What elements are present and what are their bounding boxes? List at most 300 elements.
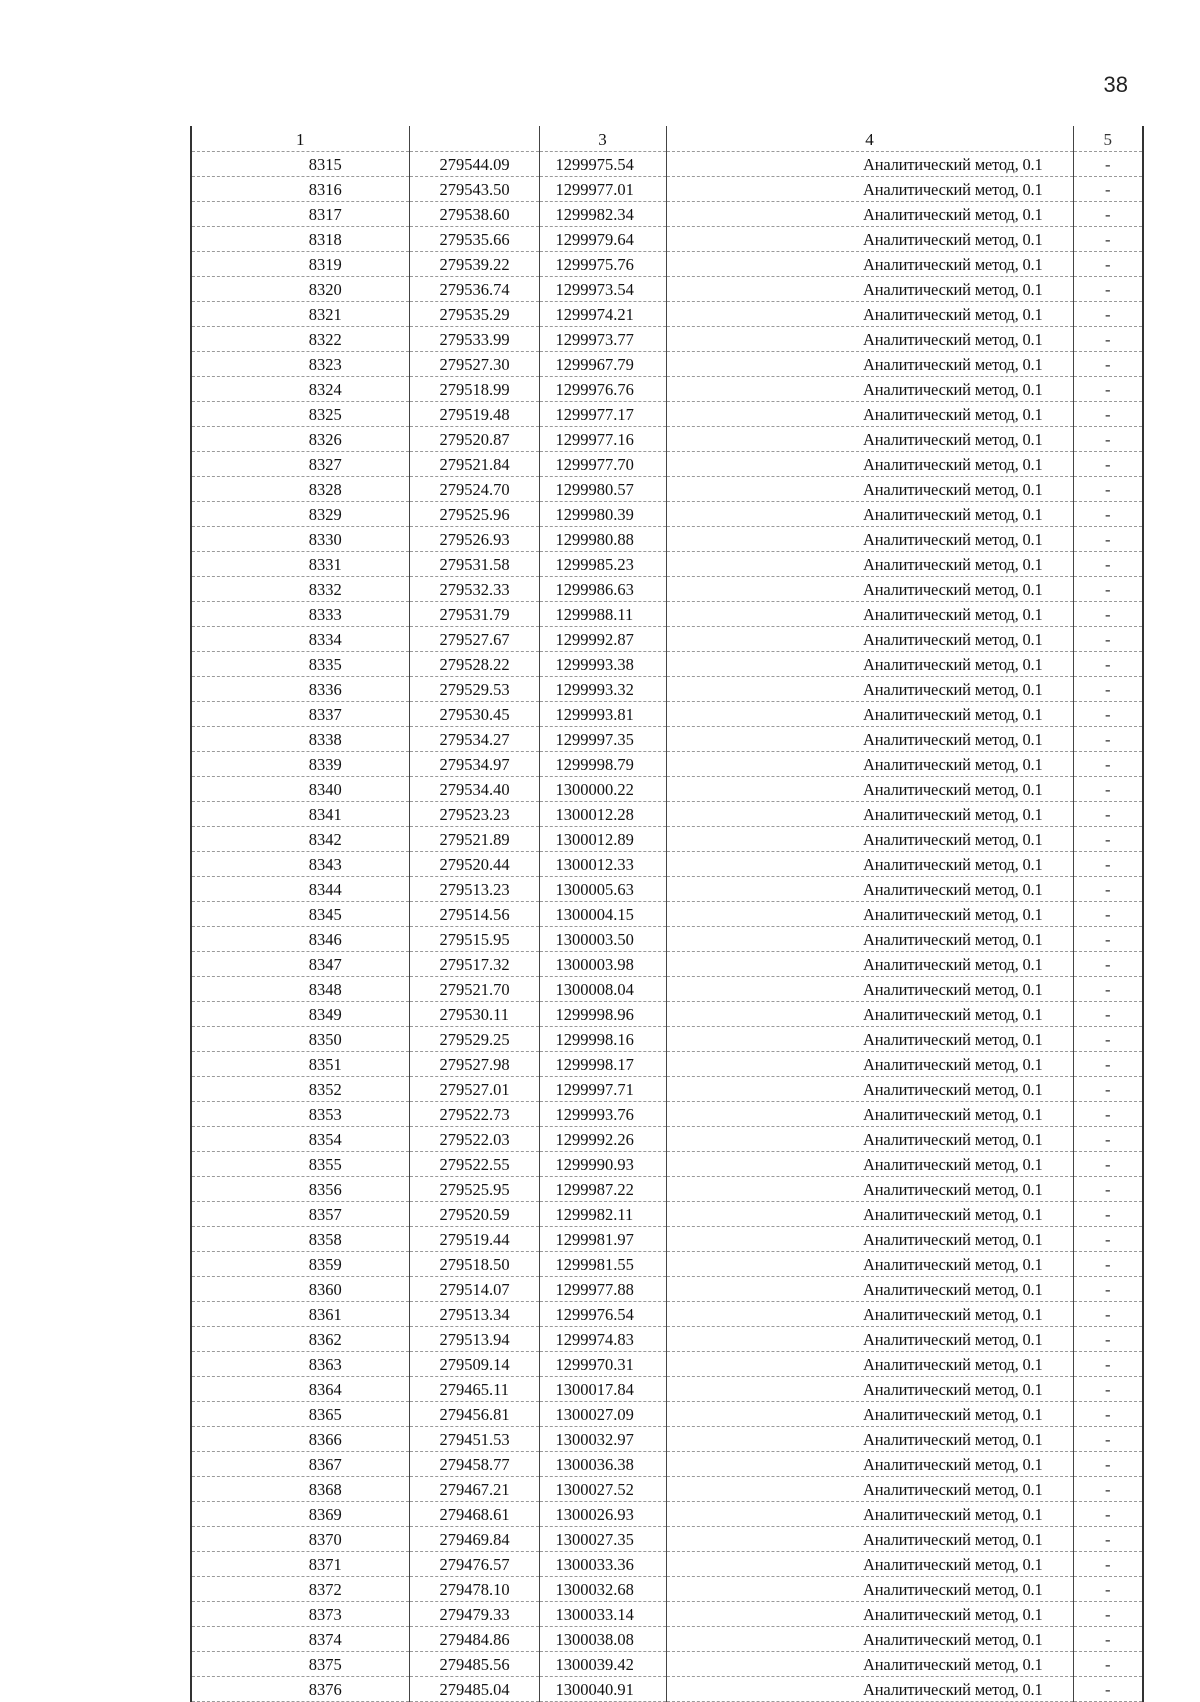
method-accuracy-cell: Аналитический метод, 0.1: [666, 202, 1073, 227]
point-number-cell: 8351: [191, 1052, 409, 1077]
point-number-cell: 8371: [191, 1552, 409, 1577]
point-number-cell: 8344: [191, 877, 409, 902]
y-coordinate-cell: 1299976.54: [539, 1302, 666, 1327]
note-cell: -: [1073, 1277, 1143, 1302]
table-body: [191, 152, 1143, 1702]
table-row: [191, 552, 1143, 577]
note-cell: -: [1073, 1652, 1143, 1677]
y-coordinate-cell: 1300003.50: [539, 927, 666, 952]
method-accuracy-cell: Аналитический метод, 0.1: [666, 1577, 1073, 1602]
table-row: [191, 1427, 1143, 1452]
table-row: [191, 1052, 1143, 1077]
table-row: [191, 902, 1143, 927]
x-coordinate-cell: 279524.70: [409, 477, 539, 502]
method-accuracy-cell: Аналитический метод, 0.1: [666, 1277, 1073, 1302]
note-cell: -: [1073, 1077, 1143, 1102]
y-coordinate-cell: 1299975.54: [539, 152, 666, 177]
table-row: [191, 1552, 1143, 1577]
point-number-cell: 8355: [191, 1152, 409, 1177]
table-row: [191, 177, 1143, 202]
point-number-cell: 8363: [191, 1352, 409, 1377]
method-accuracy-cell: Аналитический метод, 0.1: [666, 1627, 1073, 1652]
point-number-cell: 8345: [191, 902, 409, 927]
point-number-cell: 8342: [191, 827, 409, 852]
table-row: [191, 627, 1143, 652]
method-accuracy-cell: Аналитический метод, 0.1: [666, 1027, 1073, 1052]
note-cell: -: [1073, 377, 1143, 402]
point-number-cell: 8368: [191, 1477, 409, 1502]
x-coordinate-cell: 279531.79: [409, 602, 539, 627]
note-cell: -: [1073, 177, 1143, 202]
table-row: [191, 152, 1143, 177]
x-coordinate-cell: 279534.97: [409, 752, 539, 777]
point-number-cell: 8346: [191, 927, 409, 952]
table-row: [191, 1577, 1143, 1602]
table-row: [191, 377, 1143, 402]
table-row: [191, 1152, 1143, 1177]
method-accuracy-cell: Аналитический метод, 0.1: [666, 1477, 1073, 1502]
y-coordinate-cell: 1299998.17: [539, 1052, 666, 1077]
y-coordinate-cell: 1300033.36: [539, 1552, 666, 1577]
x-coordinate-cell: 279530.45: [409, 702, 539, 727]
note-cell: -: [1073, 577, 1143, 602]
method-accuracy-cell: Аналитический метод, 0.1: [666, 352, 1073, 377]
point-number-cell: 8365: [191, 1402, 409, 1427]
method-accuracy-cell: Аналитический метод, 0.1: [666, 1252, 1073, 1277]
y-coordinate-cell: 1299987.22: [539, 1177, 666, 1202]
x-coordinate-cell: 279518.50: [409, 1252, 539, 1277]
point-number-cell: 8367: [191, 1452, 409, 1477]
method-accuracy-cell: Аналитический метод, 0.1: [666, 952, 1073, 977]
method-accuracy-cell: Аналитический метод, 0.1: [666, 977, 1073, 1002]
method-accuracy-cell: Аналитический метод, 0.1: [666, 477, 1073, 502]
y-coordinate-cell: 1300027.09: [539, 1402, 666, 1427]
y-coordinate-cell: 1299997.71: [539, 1077, 666, 1102]
x-coordinate-cell: 279539.22: [409, 252, 539, 277]
point-number-cell: 8315: [191, 152, 409, 177]
y-coordinate-cell: 1300003.98: [539, 952, 666, 977]
x-coordinate-cell: 279521.89: [409, 827, 539, 852]
table-row: [191, 1527, 1143, 1552]
method-accuracy-cell: Аналитический метод, 0.1: [666, 827, 1073, 852]
note-cell: -: [1073, 402, 1143, 427]
note-cell: -: [1073, 627, 1143, 652]
y-coordinate-cell: 1299992.87: [539, 627, 666, 652]
table-row: [191, 852, 1143, 877]
method-accuracy-cell: Аналитический метод, 0.1: [666, 1677, 1073, 1702]
table-row: [191, 1027, 1143, 1052]
point-number-cell: 8359: [191, 1252, 409, 1277]
x-coordinate-cell: 279517.32: [409, 952, 539, 977]
table-row: [191, 652, 1143, 677]
point-number-cell: 8335: [191, 652, 409, 677]
table-row: [191, 302, 1143, 327]
table-row: [191, 1302, 1143, 1327]
y-coordinate-cell: 1300027.52: [539, 1477, 666, 1502]
point-number-cell: 8358: [191, 1227, 409, 1252]
note-cell: -: [1073, 802, 1143, 827]
x-coordinate-cell: 279534.27: [409, 727, 539, 752]
point-number-cell: 8324: [191, 377, 409, 402]
note-cell: -: [1073, 452, 1143, 477]
x-coordinate-cell: 279469.84: [409, 1527, 539, 1552]
method-accuracy-cell: Аналитический метод, 0.1: [666, 377, 1073, 402]
note-cell: -: [1073, 952, 1143, 977]
x-coordinate-cell: 279521.84: [409, 452, 539, 477]
note-cell: -: [1073, 1527, 1143, 1552]
y-coordinate-cell: 1300032.97: [539, 1427, 666, 1452]
note-cell: -: [1073, 1352, 1143, 1377]
x-coordinate-cell: 279522.55: [409, 1152, 539, 1177]
x-coordinate-cell: 279520.87: [409, 427, 539, 452]
note-cell: -: [1073, 1627, 1143, 1652]
table-row: [191, 577, 1143, 602]
point-number-cell: 8370: [191, 1527, 409, 1552]
method-accuracy-cell: Аналитический метод, 0.1: [666, 402, 1073, 427]
x-coordinate-cell: 279476.57: [409, 1552, 539, 1577]
note-cell: -: [1073, 1327, 1143, 1352]
note-cell: -: [1073, 1177, 1143, 1202]
method-accuracy-cell: Аналитический метод, 0.1: [666, 602, 1073, 627]
x-coordinate-cell: 279468.61: [409, 1502, 539, 1527]
point-number-cell: 8372: [191, 1577, 409, 1602]
table-row: [191, 677, 1143, 702]
table-row: [191, 702, 1143, 727]
note-cell: -: [1073, 1152, 1143, 1177]
table-row: [191, 1402, 1143, 1427]
method-accuracy-cell: Аналитический метод, 0.1: [666, 677, 1073, 702]
note-cell: -: [1073, 777, 1143, 802]
x-coordinate-cell: 279536.74: [409, 277, 539, 302]
method-accuracy-cell: Аналитический метод, 0.1: [666, 1377, 1073, 1402]
header-col-1: 1: [191, 126, 409, 152]
y-coordinate-cell: 1300012.28: [539, 802, 666, 827]
x-coordinate-cell: 279527.01: [409, 1077, 539, 1102]
table-row: [191, 427, 1143, 452]
y-coordinate-cell: 1299974.21: [539, 302, 666, 327]
note-cell: -: [1073, 1002, 1143, 1027]
y-coordinate-cell: 1299993.32: [539, 677, 666, 702]
x-coordinate-cell: 279544.09: [409, 152, 539, 177]
y-coordinate-cell: 1299993.38: [539, 652, 666, 677]
y-coordinate-cell: 1299970.31: [539, 1352, 666, 1377]
point-number-cell: 8334: [191, 627, 409, 652]
table-row: [191, 1002, 1143, 1027]
point-number-cell: 8326: [191, 427, 409, 452]
y-coordinate-cell: 1300026.93: [539, 1502, 666, 1527]
point-number-cell: 8319: [191, 252, 409, 277]
note-cell: -: [1073, 302, 1143, 327]
method-accuracy-cell: Аналитический метод, 0.1: [666, 927, 1073, 952]
note-cell: -: [1073, 1452, 1143, 1477]
x-coordinate-cell: 279529.25: [409, 1027, 539, 1052]
method-accuracy-cell: Аналитический метод, 0.1: [666, 702, 1073, 727]
point-number-cell: 8366: [191, 1427, 409, 1452]
y-coordinate-cell: 1299997.35: [539, 727, 666, 752]
point-number-cell: 8320: [191, 277, 409, 302]
y-coordinate-cell: 1299973.54: [539, 277, 666, 302]
method-accuracy-cell: Аналитический метод, 0.1: [666, 152, 1073, 177]
point-number-cell: 8352: [191, 1077, 409, 1102]
note-cell: -: [1073, 1377, 1143, 1402]
table-row: [191, 1377, 1143, 1402]
table-row: [191, 927, 1143, 952]
method-accuracy-cell: Аналитический метод, 0.1: [666, 252, 1073, 277]
y-coordinate-cell: 1299977.70: [539, 452, 666, 477]
note-cell: -: [1073, 977, 1143, 1002]
table-row: [191, 352, 1143, 377]
y-coordinate-cell: 1299993.81: [539, 702, 666, 727]
method-accuracy-cell: Аналитический метод, 0.1: [666, 777, 1073, 802]
x-coordinate-cell: 279527.67: [409, 627, 539, 652]
x-coordinate-cell: 279519.44: [409, 1227, 539, 1252]
table-row: [191, 877, 1143, 902]
table-row: [191, 952, 1143, 977]
note-cell: -: [1073, 827, 1143, 852]
point-number-cell: 8317: [191, 202, 409, 227]
y-coordinate-cell: 1300039.42: [539, 1652, 666, 1677]
method-accuracy-cell: Аналитический метод, 0.1: [666, 277, 1073, 302]
method-accuracy-cell: Аналитический метод, 0.1: [666, 427, 1073, 452]
y-coordinate-cell: 1299977.17: [539, 402, 666, 427]
table-row: [191, 1252, 1143, 1277]
x-coordinate-cell: 279523.23: [409, 802, 539, 827]
x-coordinate-cell: 279531.58: [409, 552, 539, 577]
x-coordinate-cell: 279533.99: [409, 327, 539, 352]
header-col-3: 3: [539, 126, 666, 152]
table-row: [191, 1127, 1143, 1152]
header-col-5: 5: [1073, 126, 1143, 152]
method-accuracy-cell: Аналитический метод, 0.1: [666, 877, 1073, 902]
x-coordinate-cell: 279485.56: [409, 1652, 539, 1677]
x-coordinate-cell: 279514.07: [409, 1277, 539, 1302]
x-coordinate-cell: 279527.30: [409, 352, 539, 377]
method-accuracy-cell: Аналитический метод, 0.1: [666, 1427, 1073, 1452]
method-accuracy-cell: Аналитический метод, 0.1: [666, 1602, 1073, 1627]
y-coordinate-cell: 1300004.15: [539, 902, 666, 927]
x-coordinate-cell: 279528.22: [409, 652, 539, 677]
point-number-cell: 8349: [191, 1002, 409, 1027]
note-cell: -: [1073, 1227, 1143, 1252]
note-cell: -: [1073, 227, 1143, 252]
method-accuracy-cell: Аналитический метод, 0.1: [666, 1002, 1073, 1027]
note-cell: -: [1073, 327, 1143, 352]
table-header-row: [191, 126, 1143, 152]
method-accuracy-cell: Аналитический метод, 0.1: [666, 852, 1073, 877]
x-coordinate-cell: 279543.50: [409, 177, 539, 202]
point-number-cell: 8329: [191, 502, 409, 527]
y-coordinate-cell: 1299980.88: [539, 527, 666, 552]
x-coordinate-cell: 279513.94: [409, 1327, 539, 1352]
method-accuracy-cell: Аналитический метод, 0.1: [666, 1177, 1073, 1202]
point-number-cell: 8332: [191, 577, 409, 602]
table-row: [191, 402, 1143, 427]
note-cell: -: [1073, 1427, 1143, 1452]
x-coordinate-cell: 279522.03: [409, 1127, 539, 1152]
note-cell: -: [1073, 1677, 1143, 1702]
note-cell: -: [1073, 602, 1143, 627]
x-coordinate-cell: 279513.23: [409, 877, 539, 902]
point-number-cell: 8374: [191, 1627, 409, 1652]
x-coordinate-cell: 279514.56: [409, 902, 539, 927]
method-accuracy-cell: Аналитический метод, 0.1: [666, 1652, 1073, 1677]
y-coordinate-cell: 1300036.38: [539, 1452, 666, 1477]
method-accuracy-cell: Аналитический метод, 0.1: [666, 1502, 1073, 1527]
note-cell: -: [1073, 1602, 1143, 1627]
y-coordinate-cell: 1299988.11: [539, 602, 666, 627]
y-coordinate-cell: 1300040.91: [539, 1677, 666, 1702]
table-row: [191, 477, 1143, 502]
note-cell: -: [1073, 527, 1143, 552]
table-row: [191, 1452, 1143, 1477]
y-coordinate-cell: 1299976.76: [539, 377, 666, 402]
y-coordinate-cell: 1300005.63: [539, 877, 666, 902]
header-col-2: [409, 126, 539, 152]
note-cell: -: [1073, 1577, 1143, 1602]
table-row: [191, 1177, 1143, 1202]
note-cell: -: [1073, 877, 1143, 902]
point-number-cell: 8337: [191, 702, 409, 727]
method-accuracy-cell: Аналитический метод, 0.1: [666, 1202, 1073, 1227]
coordinates-table: [190, 126, 1144, 1702]
point-number-cell: 8364: [191, 1377, 409, 1402]
y-coordinate-cell: 1299977.16: [539, 427, 666, 452]
table-row: [191, 1277, 1143, 1302]
method-accuracy-cell: Аналитический метод, 0.1: [666, 527, 1073, 552]
y-coordinate-cell: 1299967.79: [539, 352, 666, 377]
x-coordinate-cell: 279526.93: [409, 527, 539, 552]
point-number-cell: 8331: [191, 552, 409, 577]
table-row: [191, 752, 1143, 777]
table-row: [191, 202, 1143, 227]
note-cell: -: [1073, 652, 1143, 677]
table-row: [191, 977, 1143, 1002]
y-coordinate-cell: 1299998.96: [539, 1002, 666, 1027]
x-coordinate-cell: 279538.60: [409, 202, 539, 227]
method-accuracy-cell: Аналитический метод, 0.1: [666, 302, 1073, 327]
note-cell: -: [1073, 702, 1143, 727]
x-coordinate-cell: 279534.40: [409, 777, 539, 802]
y-coordinate-cell: 1299977.01: [539, 177, 666, 202]
page-number: 38: [1103, 72, 1128, 97]
x-coordinate-cell: 279530.11: [409, 1002, 539, 1027]
point-number-cell: 8333: [191, 602, 409, 627]
table-row: [191, 1227, 1143, 1252]
y-coordinate-cell: 1299980.57: [539, 477, 666, 502]
x-coordinate-cell: 279509.14: [409, 1352, 539, 1377]
y-coordinate-cell: 1300012.89: [539, 827, 666, 852]
y-coordinate-cell: 1299974.83: [539, 1327, 666, 1352]
x-coordinate-cell: 279532.33: [409, 577, 539, 602]
table-row: [191, 227, 1143, 252]
method-accuracy-cell: Аналитический метод, 0.1: [666, 752, 1073, 777]
x-coordinate-cell: 279527.98: [409, 1052, 539, 1077]
table-row: [191, 1627, 1143, 1652]
method-accuracy-cell: Аналитический метод, 0.1: [666, 727, 1073, 752]
x-coordinate-cell: 279458.77: [409, 1452, 539, 1477]
note-cell: -: [1073, 1027, 1143, 1052]
y-coordinate-cell: 1299982.34: [539, 202, 666, 227]
note-cell: -: [1073, 1102, 1143, 1127]
x-coordinate-cell: 279520.44: [409, 852, 539, 877]
note-cell: -: [1073, 427, 1143, 452]
y-coordinate-cell: 1299992.26: [539, 1127, 666, 1152]
method-accuracy-cell: Аналитический метод, 0.1: [666, 902, 1073, 927]
x-coordinate-cell: 279515.95: [409, 927, 539, 952]
note-cell: -: [1073, 1302, 1143, 1327]
point-number-cell: 8347: [191, 952, 409, 977]
y-coordinate-cell: 1300017.84: [539, 1377, 666, 1402]
x-coordinate-cell: 279529.53: [409, 677, 539, 702]
note-cell: -: [1073, 202, 1143, 227]
method-accuracy-cell: Аналитический метод, 0.1: [666, 577, 1073, 602]
x-coordinate-cell: 279513.34: [409, 1302, 539, 1327]
y-coordinate-cell: 1300012.33: [539, 852, 666, 877]
x-coordinate-cell: 279467.21: [409, 1477, 539, 1502]
method-accuracy-cell: Аналитический метод, 0.1: [666, 1352, 1073, 1377]
note-cell: -: [1073, 902, 1143, 927]
point-number-cell: 8361: [191, 1302, 409, 1327]
note-cell: -: [1073, 1552, 1143, 1577]
note-cell: -: [1073, 752, 1143, 777]
table-row: [191, 602, 1143, 627]
note-cell: -: [1073, 352, 1143, 377]
note-cell: -: [1073, 1477, 1143, 1502]
point-number-cell: 8350: [191, 1027, 409, 1052]
point-number-cell: 8353: [191, 1102, 409, 1127]
x-coordinate-cell: 279535.29: [409, 302, 539, 327]
y-coordinate-cell: 1300000.22: [539, 777, 666, 802]
y-coordinate-cell: 1300032.68: [539, 1577, 666, 1602]
point-number-cell: 8356: [191, 1177, 409, 1202]
point-number-cell: 8360: [191, 1277, 409, 1302]
x-coordinate-cell: 279519.48: [409, 402, 539, 427]
point-number-cell: 8343: [191, 852, 409, 877]
method-accuracy-cell: Аналитический метод, 0.1: [666, 627, 1073, 652]
note-cell: -: [1073, 1202, 1143, 1227]
x-coordinate-cell: 279522.73: [409, 1102, 539, 1127]
x-coordinate-cell: 279479.33: [409, 1602, 539, 1627]
x-coordinate-cell: 279478.10: [409, 1577, 539, 1602]
table-row: [191, 252, 1143, 277]
y-coordinate-cell: 1299982.11: [539, 1202, 666, 1227]
table-row: [191, 277, 1143, 302]
method-accuracy-cell: Аналитический метод, 0.1: [666, 1227, 1073, 1252]
x-coordinate-cell: 279485.04: [409, 1677, 539, 1702]
table-row: [191, 1077, 1143, 1102]
method-accuracy-cell: Аналитический метод, 0.1: [666, 802, 1073, 827]
table-row: [191, 527, 1143, 552]
method-accuracy-cell: Аналитический метод, 0.1: [666, 1402, 1073, 1427]
x-coordinate-cell: 279518.99: [409, 377, 539, 402]
x-coordinate-cell: 279535.66: [409, 227, 539, 252]
note-cell: -: [1073, 677, 1143, 702]
point-number-cell: 8369: [191, 1502, 409, 1527]
y-coordinate-cell: 1299993.76: [539, 1102, 666, 1127]
point-number-cell: 8321: [191, 302, 409, 327]
method-accuracy-cell: Аналитический метод, 0.1: [666, 1527, 1073, 1552]
point-number-cell: 8328: [191, 477, 409, 502]
y-coordinate-cell: 1299986.63: [539, 577, 666, 602]
table-row: [191, 1352, 1143, 1377]
method-accuracy-cell: Аналитический метод, 0.1: [666, 652, 1073, 677]
y-coordinate-cell: 1300027.35: [539, 1527, 666, 1552]
method-accuracy-cell: Аналитический метод, 0.1: [666, 177, 1073, 202]
point-number-cell: 8354: [191, 1127, 409, 1152]
y-coordinate-cell: 1299998.79: [539, 752, 666, 777]
x-coordinate-cell: 279525.96: [409, 502, 539, 527]
note-cell: -: [1073, 152, 1143, 177]
